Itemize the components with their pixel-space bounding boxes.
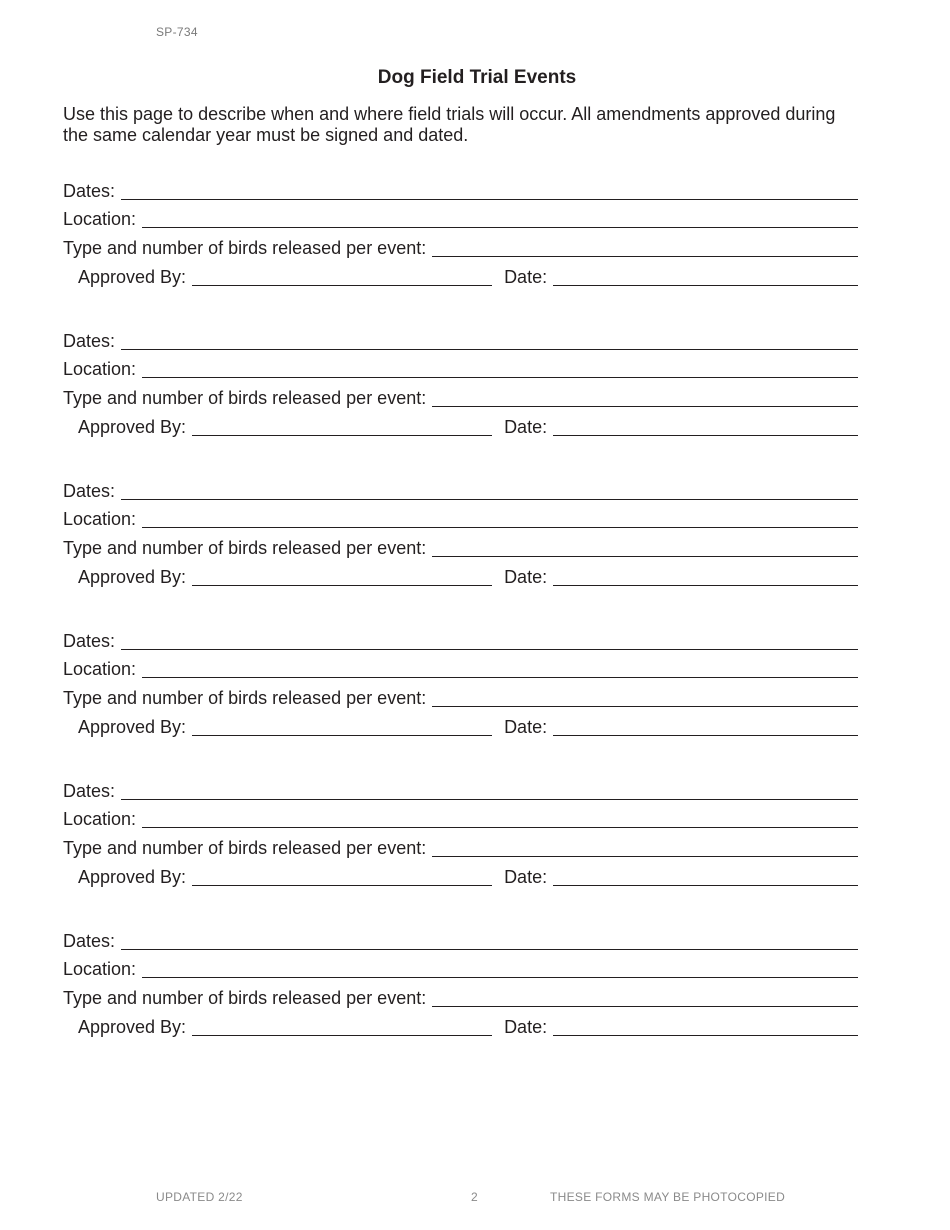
event-block	[63, 473, 858, 623]
birds-row	[63, 530, 858, 559]
birds-row	[63, 980, 858, 1009]
date-label: Date:	[504, 716, 548, 737]
birds-row-label: Type and number of birds released per event:	[63, 988, 427, 1009]
location-row-field[interactable]	[142, 827, 858, 828]
dates-row-label: Dates:	[63, 780, 116, 801]
birds-row-label: Type and number of birds released per event:	[63, 838, 427, 859]
location-row-field[interactable]	[142, 977, 858, 978]
approved-by-label: Approved By:	[78, 1016, 187, 1037]
dates-row-label: Dates:	[63, 330, 116, 351]
footer-page-number: 2	[471, 1190, 478, 1204]
location-row-label: Location:	[63, 809, 137, 830]
date-label: Date:	[504, 566, 548, 587]
approved-by-label: Approved By:	[78, 416, 187, 437]
birds-row-field[interactable]	[432, 1006, 858, 1007]
intro-text: Use this page to describe when and where field trials will occur. All amendments approved during the same calendar year must be signed and dated.	[63, 104, 836, 145]
event-block	[63, 323, 858, 473]
approved-by-field[interactable]	[192, 435, 492, 436]
date-label: Date:	[504, 416, 548, 437]
dates-row	[63, 323, 858, 352]
location-row-label: Location:	[63, 209, 137, 230]
date-field[interactable]	[553, 885, 858, 886]
dates-row-label: Dates:	[63, 480, 116, 501]
event-block	[63, 773, 858, 923]
approved-by-label: Approved By:	[78, 566, 187, 587]
birds-row-label: Type and number of birds released per event:	[63, 538, 427, 559]
page-title: Dog Field Trial Events	[377, 67, 577, 88]
event-block	[63, 173, 858, 323]
approval-row	[63, 709, 858, 738]
footer-updated: UPDATED 2/22	[156, 1190, 243, 1204]
approved-by-label: Approved By:	[78, 866, 187, 887]
date-field[interactable]	[553, 1035, 858, 1036]
dates-row	[63, 923, 858, 952]
dates-row	[63, 773, 858, 802]
dates-row-field[interactable]	[121, 949, 858, 950]
location-row	[63, 652, 858, 681]
date-label: Date:	[504, 266, 548, 287]
approved-by-label: Approved By:	[78, 266, 187, 287]
footer-note: THESE FORMS MAY BE PHOTOCOPIED	[550, 1190, 786, 1204]
location-row-label: Location:	[63, 359, 137, 380]
date-label: Date:	[504, 866, 548, 887]
date-field[interactable]	[553, 585, 858, 586]
birds-row-label: Type and number of birds released per event:	[63, 388, 427, 409]
date-field[interactable]	[553, 285, 858, 286]
birds-row-field[interactable]	[432, 706, 858, 707]
location-row-field[interactable]	[142, 677, 858, 678]
approved-by-field[interactable]	[192, 885, 492, 886]
birds-row	[63, 680, 858, 709]
birds-row-field[interactable]	[432, 256, 858, 257]
birds-row-label: Type and number of birds released per event:	[63, 238, 427, 259]
dates-row-label: Dates:	[63, 630, 116, 651]
approved-by-field[interactable]	[192, 585, 492, 586]
location-row-label: Location:	[63, 659, 137, 680]
approval-row	[63, 259, 858, 288]
date-field[interactable]	[553, 435, 858, 436]
location-row	[63, 502, 858, 531]
dates-row-field[interactable]	[121, 349, 858, 350]
location-row	[63, 952, 858, 981]
location-row-label: Location:	[63, 959, 137, 980]
approval-row	[63, 1009, 858, 1038]
approval-row	[63, 409, 858, 438]
event-block	[63, 923, 858, 1073]
location-row	[63, 202, 858, 231]
dates-row	[63, 173, 858, 202]
form-code: SP-734	[156, 25, 198, 39]
approved-by-label: Approved By:	[78, 716, 187, 737]
approved-by-field[interactable]	[192, 735, 492, 736]
approval-row	[63, 559, 858, 588]
location-row-field[interactable]	[142, 377, 858, 378]
location-row	[63, 352, 858, 381]
dates-row-field[interactable]	[121, 499, 858, 500]
event-blocks	[63, 173, 858, 1073]
dates-row-field[interactable]	[121, 649, 858, 650]
approval-row	[63, 859, 858, 888]
birds-row-label: Type and number of birds released per event:	[63, 688, 427, 709]
birds-row-field[interactable]	[432, 556, 858, 557]
dates-row-field[interactable]	[121, 799, 858, 800]
event-block	[63, 623, 858, 773]
birds-row-field[interactable]	[432, 856, 858, 857]
date-label: Date:	[504, 1016, 548, 1037]
approved-by-field[interactable]	[192, 1035, 492, 1036]
location-row-field[interactable]	[142, 527, 858, 528]
dates-row	[63, 473, 858, 502]
dates-row	[63, 623, 858, 652]
approved-by-field[interactable]	[192, 285, 492, 286]
location-row-field[interactable]	[142, 227, 858, 228]
birds-row	[63, 230, 858, 259]
location-row	[63, 802, 858, 831]
birds-row	[63, 380, 858, 409]
dates-row-field[interactable]	[121, 199, 858, 200]
birds-row	[63, 830, 858, 859]
dates-row-label: Dates:	[63, 180, 116, 201]
date-field[interactable]	[553, 735, 858, 736]
dates-row-label: Dates:	[63, 930, 116, 951]
location-row-label: Location:	[63, 509, 137, 530]
birds-row-field[interactable]	[432, 406, 858, 407]
